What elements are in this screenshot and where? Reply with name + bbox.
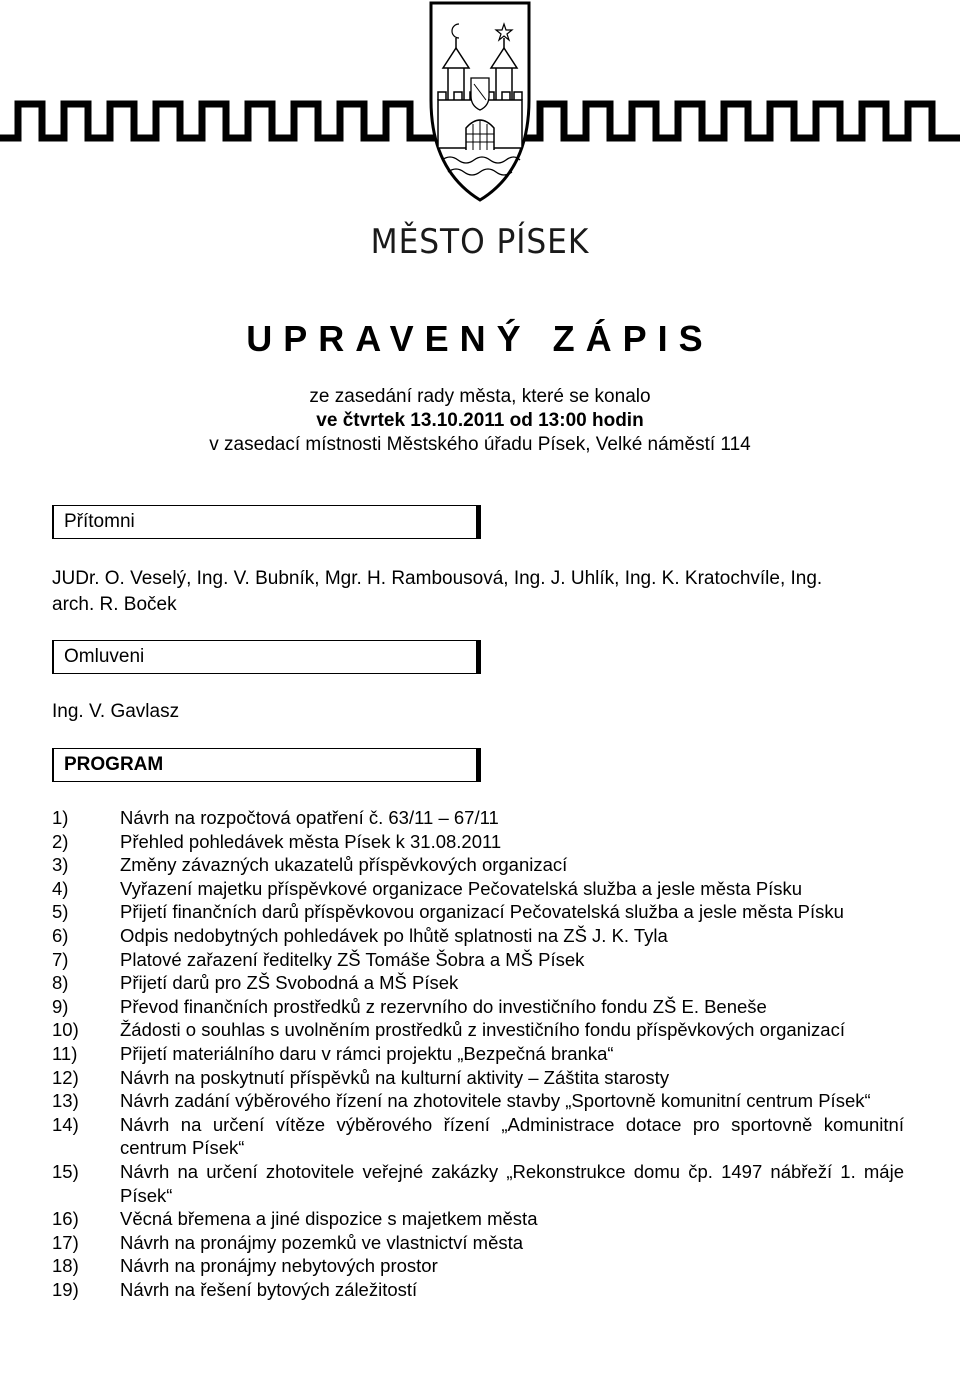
header-battlement-graphic — [0, 0, 960, 222]
section-excused — [52, 640, 481, 674]
program-item-text: Návrh na pronájmy nebytových prostor — [120, 1255, 438, 1277]
program-item-number: 15) — [52, 1160, 79, 1182]
program-item-text: Věcná břemena a jiné dispozice s majetkem města — [120, 1208, 538, 1230]
program-item-number: 13) — [52, 1090, 79, 1112]
program-item-text: Odpis nedobytných pohledávek po lhůtě splatnosti na ZŠ J. K. Tyla — [120, 924, 668, 946]
program-item-text: Návrh na poskytnutí příspěvků na kulturní aktivity – Záštita starosty — [120, 1066, 670, 1088]
program-item-text: Přijetí materiálního daru v rámci projektu „Bezpečná branka“ — [120, 1042, 614, 1064]
program-item-text: Změny závazných ukazatelů příspěvkových organizací — [120, 854, 568, 876]
program-item — [52, 1207, 904, 1231]
program-item-number: 3) — [52, 854, 69, 876]
document-title: UPRAVENÝ ZÁPIS — [246, 318, 714, 359]
program-item-number: 8) — [52, 972, 69, 994]
program-item-text: Návrh na určení vítěze výběrového řízení „Administrace dotace pro sportovně komunitní centrum Písek“ — [120, 1113, 904, 1159]
program-item-text: Návrh na určení zhotovitele veřejné zakázky „Rekonstrukce domu čp. 1497 nábřeží 1. máje Písek“ — [120, 1160, 904, 1206]
meeting-location: v zasedací místnosti Městského úřadu Písek, Velké náměstí 114 — [209, 434, 751, 455]
program-list — [52, 806, 904, 1301]
program-item-number: 6) — [52, 924, 69, 946]
program-item — [52, 877, 904, 901]
program-item-number: 16) — [52, 1208, 79, 1230]
program-item-text: Převod finančních prostředků z rezervního do investičního fondu ZŠ E. Beneše — [120, 995, 767, 1017]
program-item-number: 10) — [52, 1019, 79, 1041]
program-item-text: Návrh zadání výběrového řízení na zhotovitele stavby „Sportovně komunitní centrum Písek“ — [120, 1090, 871, 1112]
present-names-line1: JUDr. O. Veselý, Ing. V. Bubník, Mgr. H. Rambousová, Ing. J. Uhlík, Ing. K. Kratochvíle, Ing. — [52, 568, 823, 589]
program-item — [52, 1066, 904, 1090]
program-item — [52, 853, 904, 877]
program-item-text: Návrh na řešení bytových záležitostí — [120, 1278, 418, 1300]
program-item-text: Přijetí darů pro ZŠ Svobodná a MŠ Písek — [120, 972, 459, 994]
program-item — [52, 830, 904, 854]
program-item — [52, 948, 904, 972]
program-item-number: 1) — [52, 807, 69, 828]
city-name: MĚSTO PÍSEK — [370, 222, 590, 262]
program-item — [52, 1018, 904, 1042]
program-item-number: 14) — [52, 1113, 79, 1135]
program-item — [52, 806, 904, 830]
program-item-text: Žádosti o souhlas s uvolněním prostředků z investičního fondu příspěvkových organizací — [120, 1019, 845, 1041]
program-item-text: Přijetí finančních darů příspěvkovou organizací Pečovatelská služba a jesle města Písku — [120, 901, 844, 923]
section-present — [52, 505, 481, 539]
program-item — [52, 1089, 904, 1113]
program-item-text: Návrh na pronájmy pozemků ve vlastnictví města — [120, 1231, 524, 1253]
city-coat-of-arms-icon — [431, 3, 529, 200]
program-item-number: 18) — [52, 1255, 79, 1277]
program-item-number: 12) — [52, 1066, 79, 1088]
program-item-text: Vyřazení majetku příspěvkové organizace Pečovatelská služba a jesle města Písku — [120, 877, 803, 899]
program-item-number: 9) — [52, 995, 69, 1017]
section-excused-heading: Omluveni — [64, 646, 145, 667]
excused-names: Ing. V. Gavlasz — [52, 701, 180, 722]
program-item — [52, 995, 904, 1019]
program-item-number: 19) — [52, 1278, 79, 1300]
program-item-number: 2) — [52, 830, 69, 852]
program-item — [52, 924, 904, 948]
program-item-number: 7) — [52, 948, 69, 970]
program-item — [52, 1278, 904, 1302]
program-item — [52, 900, 904, 924]
program-item — [52, 971, 904, 995]
program-item — [52, 1254, 904, 1278]
meeting-intro: ze zasedání rady města, které se konalo — [309, 386, 651, 407]
program-item-number: 5) — [52, 901, 69, 923]
program-item-text: Návrh na rozpočtová opatření č. 63/11 – 67/11 — [120, 807, 499, 828]
program-item — [52, 1231, 904, 1255]
program-item-number: 4) — [52, 877, 69, 899]
section-program-heading: PROGRAM — [64, 754, 164, 775]
program-item — [52, 1042, 904, 1066]
section-program — [52, 748, 481, 782]
program-item-number: 17) — [52, 1231, 79, 1253]
section-present-heading: Přítomni — [64, 511, 135, 532]
program-item-text: Přehled pohledávek města Písek k 31.08.2011 — [120, 830, 502, 852]
present-names-line2: arch. R. Boček — [52, 594, 177, 615]
program-item — [52, 1160, 904, 1207]
program-item — [52, 1113, 904, 1160]
program-item-number: 11) — [52, 1042, 78, 1064]
meeting-date: ve čtvrtek 13.10.2011 od 13:00 hodin — [316, 410, 644, 431]
program-item-text: Platové zařazení ředitelky ZŠ Tomáše Šobra a MŠ Písek — [120, 948, 585, 970]
